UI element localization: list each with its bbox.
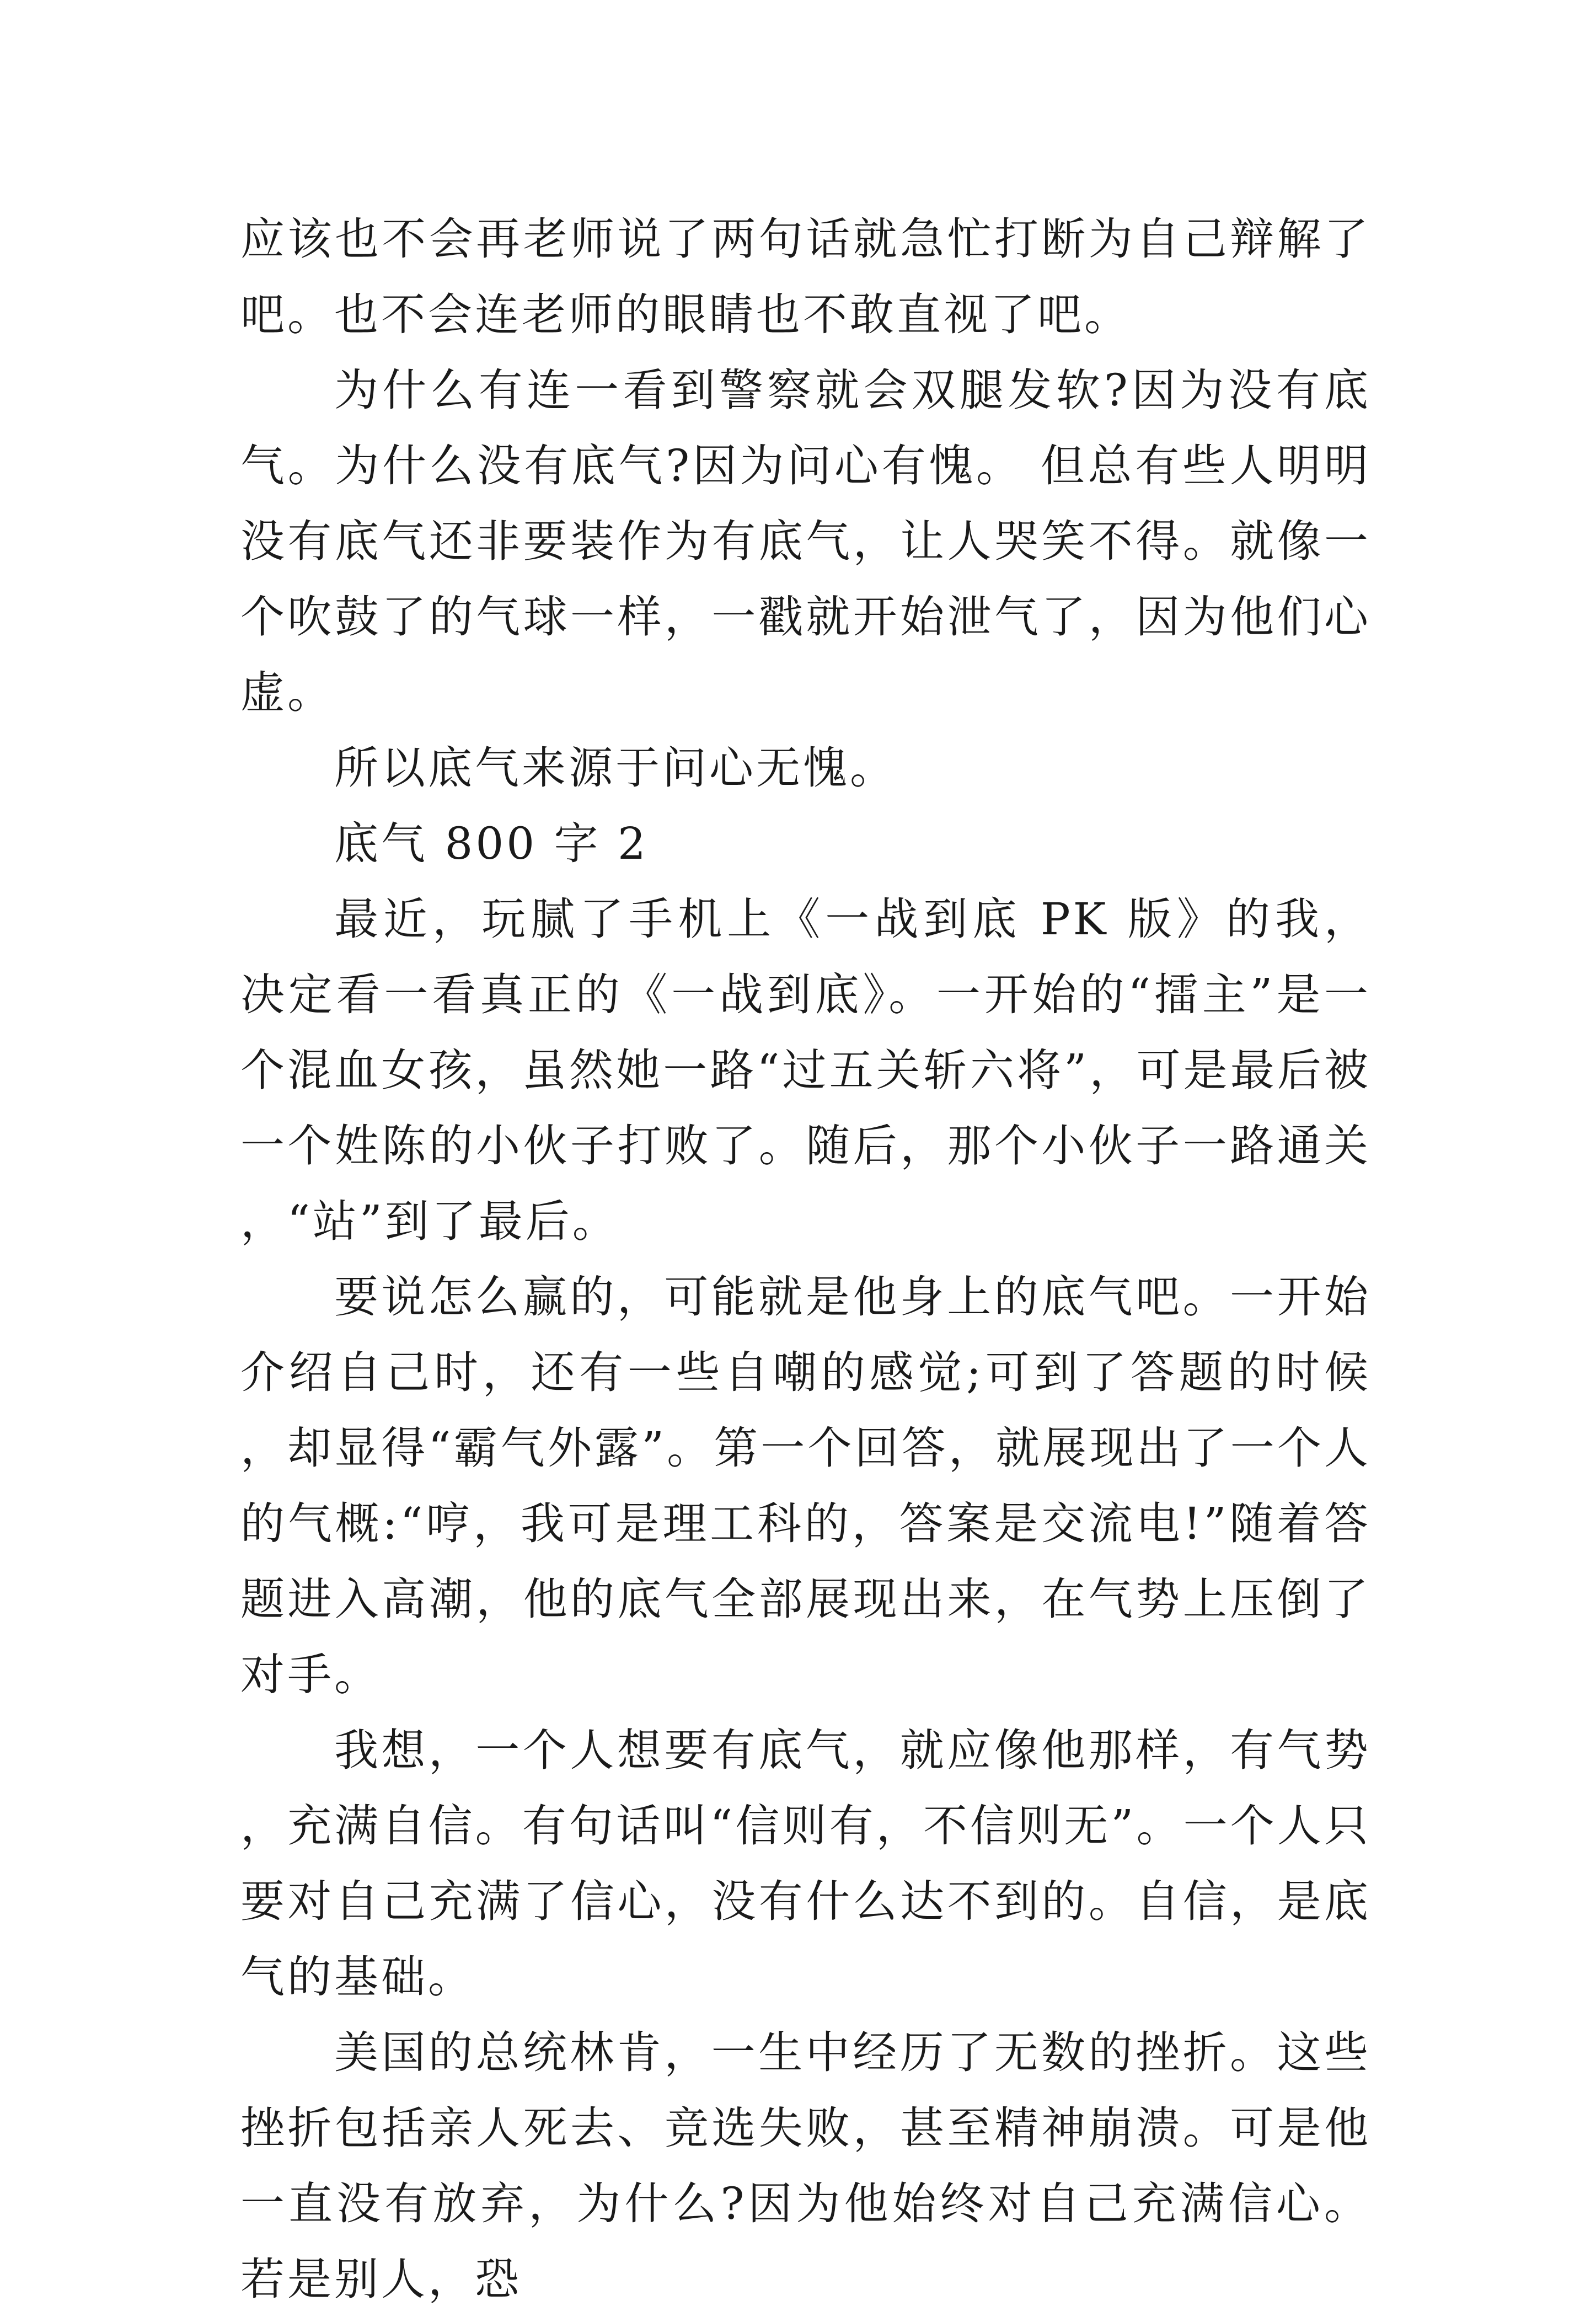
paragraph-3: 所以底气来源于问心无愧。 [334, 742, 897, 794]
paragraph-1: 应该也不会再老师说了两句话就急忙打断为自己辩解了吧。也不会连老师的眼睛也不敢直视了吧。 [240, 213, 1371, 340]
section-heading: 底气 800 字 2 [334, 818, 649, 869]
paragraph-6: 要说怎么赢的，可能就是他身上的底气吧。一开始介绍自己时，还有一些自嘲的感觉;可到了答题的时候，却显得“霸气外露”。第一个回答，就展现出了一个人的气概:“哼，我可是理工科的，答案是交流电!”随着答题进入高潮，他的底气全部展现出来，在气势上压倒了对手。 [240, 1271, 1371, 1700]
paragraph-8: 美国的总统林肯，一生中经历了无数的挫折。这些挫折包括亲人死去、竞选失败，甚至精神崩溃。可是他一直没有放弃，为什么?因为他始终对自己充满信心。若是别人，恐 [240, 2027, 1371, 2305]
paragraph-5: 最近，玩腻了手机上《一战到底 PK 版》的我，决定看一看真正的《一战到底》。一开始的“擂主”是一个混血女孩，虽然她一路“过五关斩六将”，可是最后被一个姓陈的小伙子打败了。随后，那个小伙子一路通关，“站”到了最后。 [240, 893, 1371, 1247]
paragraph-7: 我想，一个人想要有底气，就应像他那样，有气势，充满自信。有句话叫“信则有，不信则无”。一个人只要对自己充满了信心，没有什么达不到的。自信，是底气的基础。 [240, 1725, 1371, 2003]
paragraph-2: 为什么有连一看到警察就会双腿发软?因为没有底气。为什么没有底气?因为问心有愧。 但总有些人明明没有底气还非要装作为有底气，让人哭笑不得。就像一个吹鼓了的气球一样，一戳就开始泄气了，因为他们心虚。 [240, 365, 1371, 718]
document-body [240, 201, 1371, 2317]
